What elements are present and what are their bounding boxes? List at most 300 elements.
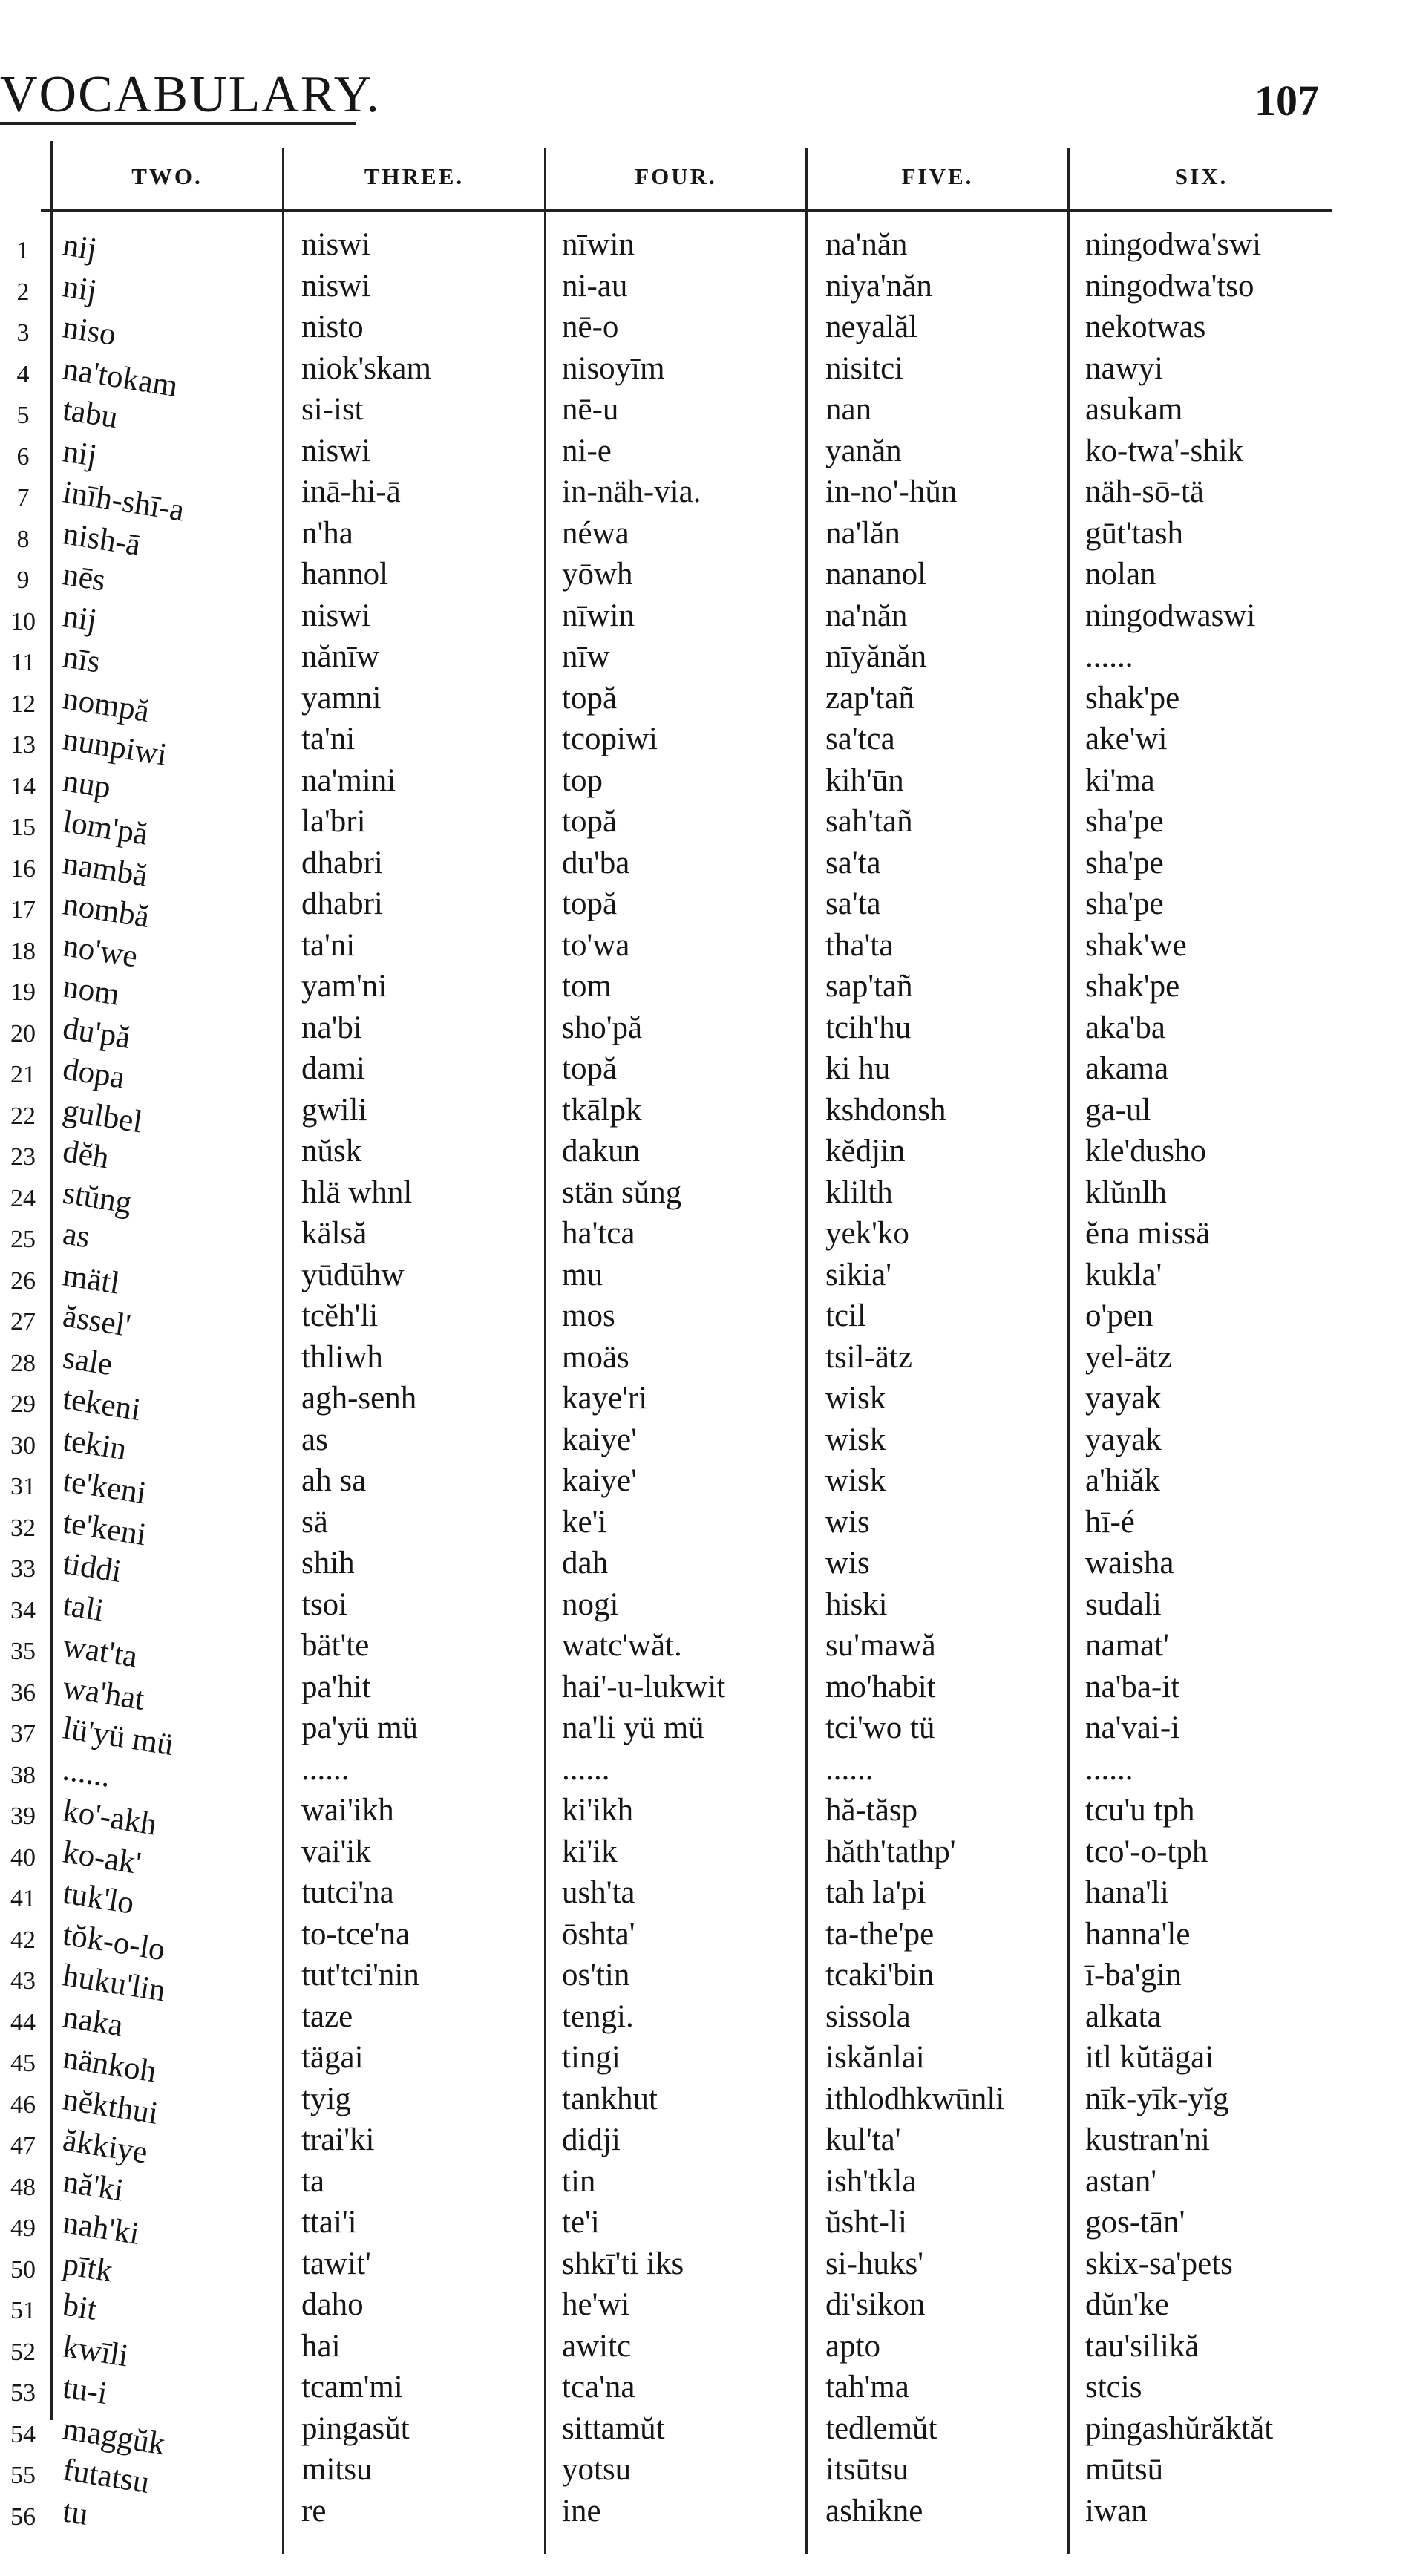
term-three: wai'ikh [301,1793,394,1828]
term-three: niswi [301,268,371,304]
term-six: o'pen [1085,1298,1153,1333]
term-five: kshdonsh [825,1092,946,1128]
term-two: na'tokam [60,350,180,404]
row-number: 38 [10,1761,36,1789]
term-two: tŏk-o-lo [60,1916,168,1967]
column-header-two: TWO. [131,163,203,189]
term-five: sa'tca [825,722,895,756]
term-two: mätl [60,1257,122,1301]
term-six: a'hiăk [1085,1463,1160,1498]
term-five: itsūtsu [825,2452,909,2487]
row-number: 50 [10,2255,36,2284]
term-two: tekeni [60,1381,143,1428]
term-six: ĕna missä [1085,1216,1211,1251]
term-four: nogi [562,1586,619,1622]
term-six: kustran'ni [1085,2122,1210,2157]
term-four: topă [562,804,618,839]
term-two: tabu [60,392,120,436]
term-six: sha'pe [1085,886,1164,921]
term-four: nīwin [562,227,635,262]
term-four: mu [562,1257,603,1292]
term-three: tcam'mi [301,2370,403,2405]
term-two: wa'hat [60,1669,147,1717]
term-five: yanăn [825,433,902,468]
row-number: 15 [10,814,36,841]
term-six: na'vai-i [1085,1710,1180,1745]
term-two: nom [60,969,122,1013]
term-five: kul'ta' [825,2122,901,2157]
term-two: ăkkiye [60,2122,150,2171]
term-five: sikia' [825,1257,891,1292]
row-number: 12 [10,690,36,718]
row-number: 22 [10,1102,36,1130]
column-divider [805,148,808,2554]
term-five: tedlemŭt [825,2410,937,2446]
term-four: he'wi [562,2287,630,2322]
term-six: ...... [1085,1751,1133,1787]
term-three: tcĕh'li [301,1298,379,1333]
term-two: tuk'lo [60,1875,137,1921]
term-five: niya'năn [825,268,932,304]
term-five: apto [825,2328,881,2364]
title-underline [0,122,356,125]
term-two: inīh-shī-a [60,474,187,529]
term-six: ake'wi [1085,722,1168,756]
term-five: hăth'tathp' [825,1834,956,1869]
term-two: nish-ā [60,515,143,563]
term-five: tcih'hu [825,1010,912,1045]
term-five: tsil-ätz [825,1339,913,1375]
term-two: sale [60,1339,115,1382]
term-six: yayak [1085,1422,1162,1457]
term-six: pingashŭrăktăt [1085,2410,1274,2446]
term-three: ttai'i [301,2205,357,2240]
term-five: ta-the'pe [825,1916,935,1952]
term-four: ki'ik [562,1834,618,1869]
term-six: astan' [1085,2163,1157,2199]
term-three: n'ha [301,515,353,551]
term-four: ni-e [562,433,612,468]
term-three: kälsă [301,1216,367,1251]
row-number: 52 [10,2338,36,2366]
term-two: maggŭk [60,2410,168,2462]
term-two: wat'ta [60,1628,140,1675]
term-three: daho [301,2287,364,2322]
term-four: dah [562,1546,609,1580]
term-three: hlä whnl [301,1174,413,1210]
row-number: 49 [10,2214,36,2242]
term-six: sudali [1085,1586,1162,1622]
term-five: ashikne [825,2493,923,2528]
term-five: nan [825,392,872,427]
row-number: 46 [10,2090,36,2119]
term-three: na'bi [301,1010,362,1045]
term-two: niso [60,310,119,353]
row-number: 6 [16,442,30,471]
term-two: ...... [60,1751,114,1794]
row-number: 30 [10,1431,36,1459]
row-number: 41 [10,1885,36,1912]
term-five: tci'wo tü [825,1710,935,1745]
term-six: nolan [1085,557,1156,592]
column-header-four: FOUR. [635,163,717,189]
term-three: as [301,1422,328,1457]
term-three: niswi [301,433,371,468]
term-two: ko'-akh [60,1793,160,1843]
row-number: 1 [16,237,30,264]
term-four: shkī'ti iks [562,2246,684,2281]
term-six: shak'we [1085,927,1187,963]
term-four: yotsu [562,2452,632,2487]
row-number: 14 [10,772,36,800]
term-three: hai [301,2328,341,2364]
term-three: re [301,2493,327,2528]
term-four: nē-o [562,310,619,344]
term-six: nawyi [1085,350,1164,386]
term-two: nij [60,268,99,309]
row-number: 47 [10,2132,36,2160]
row-number: 25 [10,1226,36,1253]
term-five: iskănlai [825,2040,925,2075]
term-three: trai'ki [301,2122,375,2157]
column-divider [1067,148,1070,2554]
term-six: tcu'u tph [1085,1793,1195,1828]
term-six: waisha [1085,1546,1174,1580]
term-four: tom [562,969,612,1004]
term-six: skix-sa'pets [1085,2246,1233,2281]
term-four: awitc [562,2328,632,2364]
term-four: ha'tca [562,1216,635,1251]
term-five: in-no'-hŭn [825,474,958,509]
term-three: niswi [301,598,371,633]
term-five: tha'ta [825,927,894,963]
term-three: la'bri [301,804,366,839]
term-six: nekotwas [1085,310,1206,344]
term-six: dŭn'ke [1085,2287,1169,2322]
row-number: 28 [10,1349,36,1377]
row-number: 10 [10,607,36,635]
term-six: ī-ba'gin [1085,1958,1182,1993]
term-two: lü'yü mü [60,1710,176,1763]
term-two: nombă [60,886,152,935]
term-three: pa'yü mü [301,1710,419,1745]
term-four: néwa [562,515,629,551]
term-four: ke'i [562,1504,607,1540]
row-number: 9 [16,566,30,594]
term-two: futatsu [60,2452,152,2501]
term-six: sha'pe [1085,804,1164,839]
term-three: dhabri [301,845,383,880]
term-three: mitsu [301,2452,373,2487]
term-four: kaiye' [562,1422,637,1457]
term-five: kih'ūn [825,762,904,798]
term-five: wisk [825,1422,886,1457]
term-two: nänkoh [60,2040,159,2090]
term-five: kĕdjin [825,1134,906,1168]
term-six: shak'pe [1085,969,1180,1004]
term-five: na'năn [825,598,908,633]
term-four: kaiye' [562,1463,637,1498]
term-six: klŭnlh [1085,1174,1167,1210]
row-number: 23 [10,1143,36,1171]
term-three: na'mini [301,762,396,798]
term-three: si-ist [301,392,364,427]
column-header-five: FIVE. [901,163,974,189]
term-four: topă [562,680,618,716]
row-number: 27 [10,1308,36,1336]
term-six: ningodwa'tso [1085,268,1254,304]
term-six: yel-ätz [1085,1339,1172,1375]
row-number: 42 [10,1926,36,1954]
term-two: nēs [60,557,108,598]
term-six: akama [1085,1051,1169,1086]
term-three: ta [301,2163,325,2199]
row-number: 55 [10,2462,36,2489]
term-six: asukam [1085,392,1183,427]
row-number: 37 [10,1720,36,1748]
term-two: ko-ak' [60,1834,144,1881]
term-four: tkālpk [562,1092,642,1128]
term-two: tu-i [60,2370,110,2412]
term-four: tcopiwi [562,722,658,756]
term-five: nisitci [825,350,904,386]
term-six: tau'silikă [1085,2328,1200,2364]
term-two: tu [60,2493,91,2532]
term-three: ah sa [301,1463,367,1498]
term-four: mos [562,1298,615,1333]
term-three: dhabri [301,886,383,921]
term-four: ine [562,2493,601,2528]
term-two: gulbel [60,1092,145,1140]
term-three: yam'ni [301,969,387,1004]
term-two: te'keni [60,1504,149,1552]
term-five: si-huks' [825,2246,923,2281]
term-six: sha'pe [1085,845,1164,880]
term-four: top [562,762,603,798]
term-five: neyalăl [825,310,918,344]
term-five: di'sikon [825,2287,926,2322]
term-five: sa'ta [825,886,881,921]
term-four: tengi. [562,1998,634,2034]
term-four: watc'wăt. [562,1628,682,1663]
term-three: sä [301,1504,328,1540]
term-three: niswi [301,227,371,262]
term-three: niok'skam [301,350,431,386]
term-six: hana'li [1085,1875,1169,1910]
row-number: 3 [16,319,30,347]
row-number: 35 [10,1638,36,1665]
term-five: ki hu [825,1051,891,1086]
row-number: 5 [16,402,30,429]
row-number: 18 [10,937,36,965]
term-five: tcil [825,1298,866,1333]
term-six: ki'ma [1085,762,1155,798]
term-three: yamni [301,680,382,716]
term-six: nīk-yīk-yĭg [1085,2081,1229,2116]
term-two: te'keni [60,1463,149,1511]
row-number: 53 [10,2379,36,2407]
term-five: tah'ma [825,2370,909,2405]
term-three: pa'hit [301,1669,371,1704]
term-five: ŭsht-li [825,2205,907,2240]
term-three: agh-senh [301,1381,417,1416]
term-six: iwan [1085,2493,1148,2528]
term-five: wisk [825,1381,886,1416]
term-six: hanna'le [1085,1916,1191,1952]
term-three: nisto [301,310,364,344]
term-six: na'ba-it [1085,1669,1180,1704]
term-two: lom'pă [60,804,151,852]
term-six: yayak [1085,1381,1162,1416]
term-five: klilth [825,1174,893,1210]
term-five: wis [825,1546,870,1580]
term-four: nīw [562,639,610,674]
row-number: 19 [10,978,36,1006]
term-five: ish'tkla [825,2163,917,2199]
column-divider [282,148,284,2554]
term-four: stän sŭng [562,1174,682,1210]
term-three: ta'ni [301,722,356,756]
term-three: dami [301,1051,365,1086]
term-three: inā-hi-ā [301,474,401,509]
term-three: hannol [301,557,389,592]
term-five: ...... [825,1751,874,1787]
term-four: na'li yü mü [562,1710,704,1745]
term-six: ko-twa'-shik [1085,433,1244,468]
term-five: sissola [825,1998,911,2034]
term-three: tut'tci'nin [301,1958,419,1993]
term-four: tin [562,2163,596,2199]
term-three: vai'ik [301,1834,371,1869]
term-four: nīwin [562,598,635,633]
row-number: 13 [10,731,36,759]
row-number: 33 [10,1555,36,1583]
term-four: sho'pă [562,1010,643,1045]
term-six: aka'ba [1085,1010,1166,1045]
row-number: 29 [10,1390,36,1418]
term-two: nij [60,433,99,474]
term-four: topă [562,1051,618,1086]
row-number: 48 [10,2173,36,2201]
term-two: naka [60,1998,125,2043]
term-two: nah'ki [60,2205,142,2252]
term-four: ni-au [562,268,628,304]
term-two: tekin [60,1422,129,1467]
term-five: sa'ta [825,845,881,880]
term-four: to'wa [562,927,630,963]
term-two: ăssel' [60,1298,133,1344]
term-five: yek'ko [825,1216,909,1251]
term-four: sittamŭt [562,2410,665,2446]
term-four: nē-u [562,392,619,427]
term-three: tyig [301,2081,351,2116]
term-two: nunpiwi [60,722,169,773]
term-six: alkata [1085,1998,1162,2034]
term-five: ithlodhkwūnli [825,2081,1005,2116]
term-two: no'we [60,927,140,974]
row-number: 36 [10,1678,36,1707]
term-two: nij [60,227,99,267]
term-four: os'tin [562,1958,630,1993]
term-six: itl kŭtägai [1085,2040,1214,2075]
row-number: 54 [10,2420,36,2448]
term-four: yōwh [562,557,633,592]
term-three: thliwh [301,1339,383,1375]
term-six: namat' [1085,1628,1169,1663]
term-six: kukla' [1085,1257,1162,1292]
term-six: stcis [1085,2370,1142,2405]
term-five: nīyănăn [825,639,927,674]
row-number: 21 [10,1061,36,1088]
term-three: taze [301,1998,353,2034]
term-two: nĕkthui [60,2081,161,2131]
term-three: shih [301,1546,355,1580]
term-two: nij [60,598,99,638]
term-six: ga-ul [1085,1092,1151,1128]
row-number: 43 [10,1967,36,1995]
header-rule [41,209,1332,212]
term-four: te'i [562,2205,600,2240]
term-five: na'lăn [825,515,900,551]
term-two: nup [60,762,114,805]
number-column-rule [50,141,53,2420]
term-four: hai'-u-lukwit [562,1669,726,1704]
row-number: 8 [16,525,30,553]
row-number: 45 [10,2050,36,2077]
term-two: nīs [60,639,103,680]
row-number: 2 [16,278,30,306]
term-two: dopa [60,1051,128,1096]
term-four: ush'ta [562,1875,635,1910]
term-four: tingi [562,2040,621,2075]
term-five: hiski [825,1586,888,1622]
term-five: sap'tañ [825,969,913,1004]
term-four: moäs [562,1339,629,1375]
term-six: shak'pe [1085,680,1180,716]
term-three: tägai [301,2040,364,2075]
page-title: VOCABULARY. [0,66,381,123]
term-four: didji [562,2122,621,2157]
term-three: tutci'na [301,1875,394,1910]
term-two: tiddi [60,1546,124,1590]
term-three: nŭsk [301,1134,362,1168]
term-two: bit [60,2287,99,2327]
row-number: 26 [10,1266,36,1295]
term-three: tsoi [301,1586,348,1622]
term-four: tankhut [562,2081,658,2116]
term-five: sah'tañ [825,804,913,839]
term-four: tca'na [562,2370,635,2405]
term-two: pītk [60,2246,115,2289]
term-six: gos-tān' [1085,2205,1185,2240]
term-two: huku'lin [60,1958,168,2009]
term-six: hī-é [1085,1504,1135,1540]
term-four: du'ba [562,845,630,880]
row-number: 51 [10,2297,36,2324]
term-two: tali [60,1586,107,1628]
row-number: 11 [10,649,36,676]
row-number: 40 [10,1843,36,1871]
term-four: nisoyīm [562,350,665,386]
term-two: kwīli [60,2328,131,2374]
term-three: to-tce'na [301,1916,410,1952]
column-divider [544,148,546,2554]
term-three: bät'te [301,1628,370,1663]
term-six: kle'dusho [1085,1134,1207,1168]
term-four: ōshta' [562,1916,635,1952]
column-header-three: THREE. [364,163,465,189]
term-three: yūdūhw [301,1257,405,1292]
